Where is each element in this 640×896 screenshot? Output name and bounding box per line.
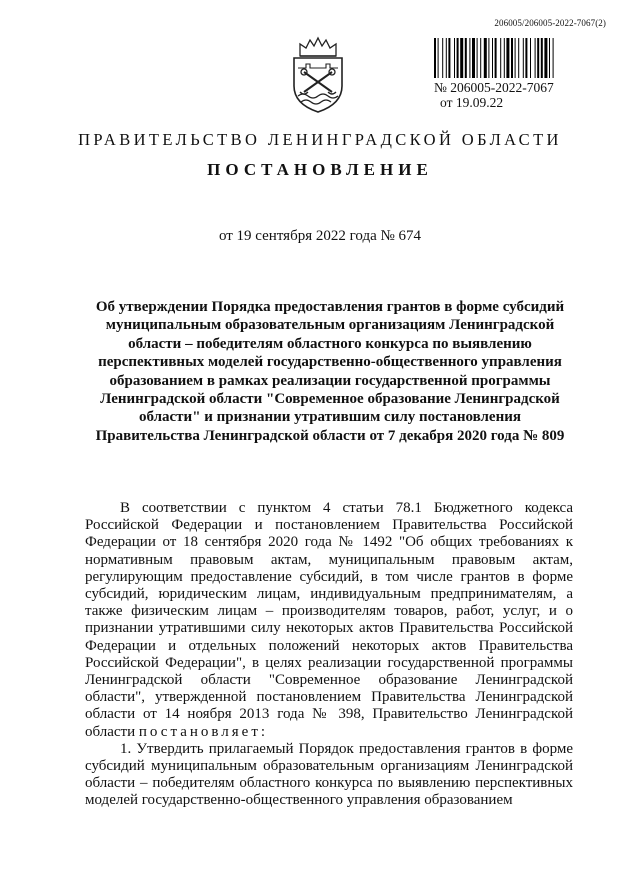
barcode-bar xyxy=(515,38,516,78)
document-reference: 206005/206005-2022-7067(2) xyxy=(494,18,606,28)
barcode-bar xyxy=(553,38,554,78)
decree-subject: Об утверждении Порядка предоставления грантов в форме субсидий муниципальным образовательным организациям Ленинградской области – победителям областного конкурса по выявлению перспективных моделей государственно-общественного управления образованием в рамках реализации государственной программы Ленинградской области "Современное образование Ленинградской области" и признании утратившим силу постановления Правительства Ленинградской области от 7 декабря 2020 года № 809 xyxy=(95,299,565,444)
barcode-bar xyxy=(448,38,450,78)
barcode-bar xyxy=(460,38,463,78)
registration-date: от 19.09.22 xyxy=(440,95,504,110)
barcode-icon xyxy=(434,38,610,78)
barcode-bar xyxy=(454,38,455,78)
barcode-bar xyxy=(544,38,547,78)
barcode-bar xyxy=(492,38,493,78)
barcode-bar xyxy=(469,38,470,78)
barcode-bar xyxy=(446,38,447,78)
barcode-bar xyxy=(535,38,536,78)
document-type: ПОСТАНОВЛЕНИЕ xyxy=(207,160,433,179)
barcode-bar xyxy=(525,38,527,78)
barcode-bar xyxy=(434,38,436,78)
document-body xyxy=(85,500,573,810)
barcode-bar xyxy=(484,38,487,78)
decree-keyword: постановляет: xyxy=(138,723,269,740)
preamble-text: В соответствии с пунктом 4 статьи 78.1 Бюджетного кодекса Российской Федерации и постановлением Правительства Российской Федерации от 18 сентября 2020 года № 1492 "Об общих требованиях к нормативным правовым актам, муниципальным правовым актам, регулирующим предоставление субсидий, в том числе грантов в форме субсидий, юридическим лицам, индивидуальным предпринимателям, а также физическим лицам – производителям товаров, работ, услуг, и о признании утратившими силу некоторых актов Правительства Российской Федерации и отдельных положений некоторых актов Правительства Российской Федерации", в целях реализации государственной программы Ленинградской области "Современное образование Ленинградской области", утвержденной постановлением Правительства Ленинградской области от 14 ноября 2013 года № 398, Правительство Ленинградской области xyxy=(85,500,573,740)
government-title: ПРАВИТЕЛЬСТВО ЛЕНИНГРАДСКОЙ ОБЛАСТИ xyxy=(78,130,562,149)
preamble-paragraph xyxy=(85,500,573,741)
barcode-bar xyxy=(541,38,543,78)
coat-of-arms-icon xyxy=(286,34,350,114)
barcode-bar xyxy=(500,38,501,78)
barcode-bar xyxy=(511,38,513,78)
barcode-bar xyxy=(518,38,519,78)
barcode-bar xyxy=(457,38,459,78)
barcode-bar xyxy=(480,38,481,78)
barcode-bar xyxy=(537,38,539,78)
registration-number: № 206005-2022-7067 xyxy=(434,80,554,95)
barcode-bar xyxy=(442,38,443,78)
barcode-bar xyxy=(495,38,497,78)
decree-date-number: от 19 сентября 2022 года № 674 xyxy=(218,228,422,244)
barcode-bar xyxy=(506,38,509,78)
barcode-bar xyxy=(488,38,489,78)
barcode-bar xyxy=(472,38,475,78)
barcode-bar xyxy=(549,38,550,78)
barcode-bar xyxy=(530,38,531,78)
barcode-bar xyxy=(438,38,439,78)
clause-1-paragraph: 1. Утвердить прилагаемый Порядок предоставления грантов в форме субсидий муниципальным образовательным организациям Ленинградской области – победителям областного конкурса по выявлению перспективных моделей государственно-общественного управления образованием xyxy=(85,740,573,809)
barcode-bar xyxy=(477,38,478,78)
barcode-bar xyxy=(465,38,467,78)
barcode-bar xyxy=(523,38,524,78)
barcode-bar xyxy=(504,38,505,78)
